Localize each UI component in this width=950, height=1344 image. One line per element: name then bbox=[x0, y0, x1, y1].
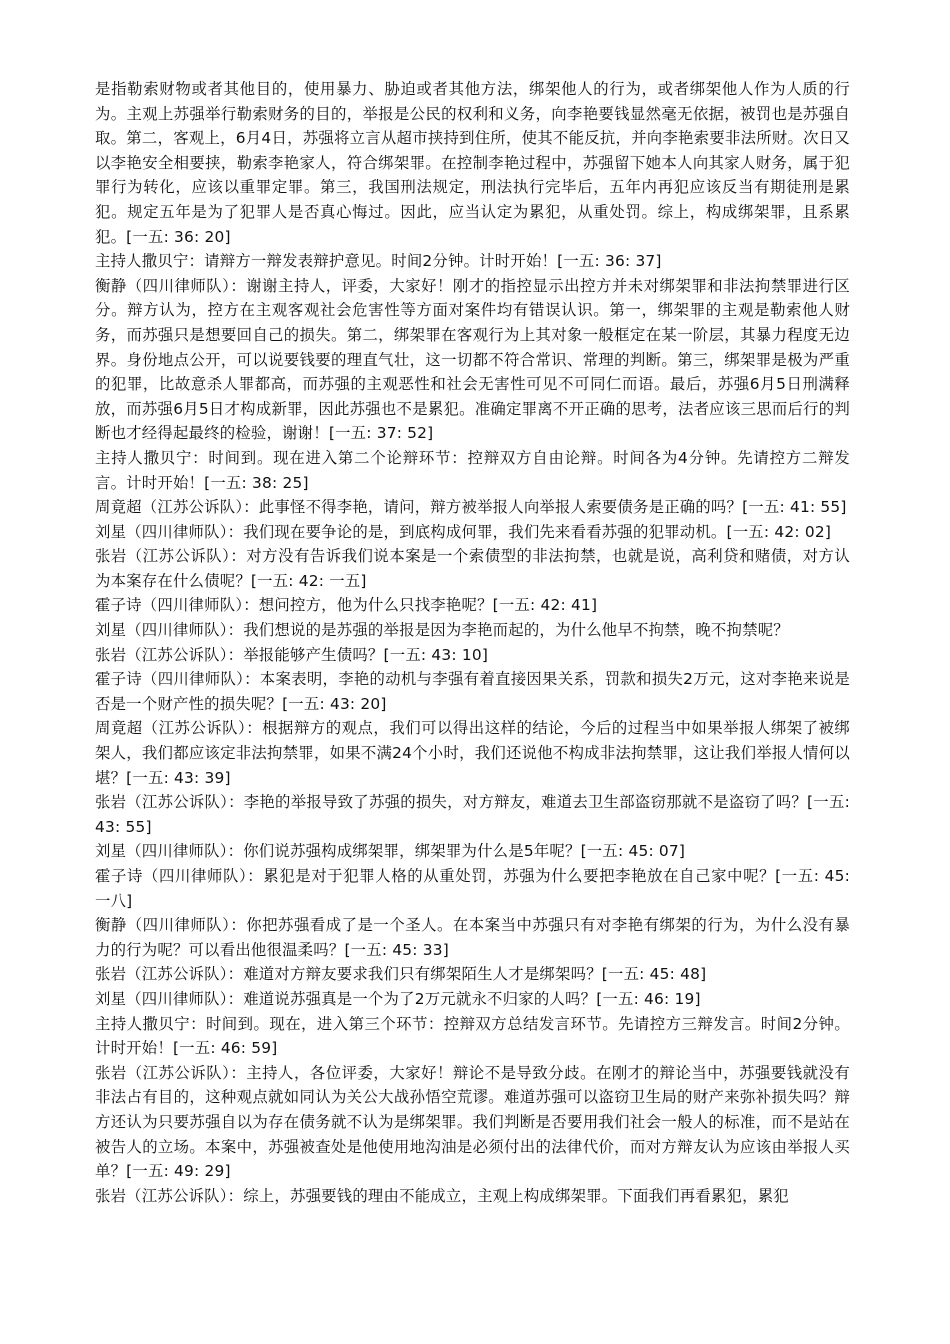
paragraph: 刘星（四川律师队）：我们想说的是苏强的举报是因为李艳而起的，为什么他早不拘禁，晚不拘禁呢？ bbox=[95, 621, 789, 640]
paragraph: 主持人撒贝宁：时间到。现在进入第二个论辩环节：控辩双方自由论辩。时间各为4分钟。先请控方二辩发言。计时开始！[一五: 38: 25] bbox=[95, 448, 850, 492]
paragraph: 主持人撒贝宁：时间到。现在，进入第三个环节：控辩双方总结发言环节。先请控方三辩发言。时间2分钟。计时开始！[一五: 46: 59] bbox=[95, 1014, 850, 1058]
paragraph: 刘星（四川律师队）：我们现在要争论的是，到底构成何罪，我们先来看看苏强的犯罪动机。[一五: 42: 02] bbox=[95, 522, 832, 541]
paragraph: 张岩（江苏公诉队）：李艳的举报导致了苏强的损失，对方辩友，难道去卫生部盗窃那就不是盗窃了吗？[一五: 43: 55] bbox=[95, 793, 850, 836]
paragraph: 霍子诗（四川律师队）：想问控方，他为什么只找李艳呢？[一五: 42: 41] bbox=[95, 596, 598, 615]
paragraph: 张岩（江苏公诉队）：难道对方辩友要求我们只有绑架陌生人才是绑架吗？[一五: 45: 48] bbox=[95, 965, 707, 984]
paragraph: 刘星（四川律师队）：难道说苏强真是一个为了2万元就永不归家的人吗？[一五: 46: 19] bbox=[95, 989, 701, 1008]
paragraph: 霍子诗（四川律师队）：本案表明，李艳的动机与李强有着直接因果关系，罚款和损失2万元，这对李艳来说是否是一个财产性的损失呢？[一五: 43: 20] bbox=[95, 670, 850, 713]
paragraph: 张岩（江苏公诉队）：主持人，各位评委，大家好！辩论不是导致分歧。在刚才的辩论当中，苏强要钱就没有非法占有目的，这种观点就如同认为关公大战孙悟空荒谬。难道苏强可以盗窃卫生局的财产来弥补损失吗？辩方还认为只要苏强自以为存在债务就不认为是绑架罪。我们判断是否要用我们社会一般人的标准，而不是站在被告人的立场。本案中，苏强被查处是他使用地沟油是必须付出的法律代价，而对方辩友认为应该由举报人买单？[一五: 49: 29] bbox=[95, 1063, 850, 1181]
paragraph: 是指勒索财物或者其他目的，使用暴力、胁迫或者其他方法，绑架他人的行为，或者绑架他人作为人质的行为。主观上苏强举行勒索财务的目的，举报是公民的权利和义务，向李艳要钱显然毫无依据，被罚也是苏强自取。第二，客观上，6月4日，苏强将立言从超市挟持到住所，使其不能反抗，并向李艳索要非法所财。次日又以李艳安全相要挟，勒索李艳家人，符合绑架罪。在控制李艳过程中，苏强留下她本人向其家人财务，属于犯罪行为转化，应该以重罪定罪。第三，我国刑法规定，刑法执行完毕后，五年内再犯应该反当有期徒刑是累犯。规定五年是为了犯罪人是否真心悔过。因此，应当认定为累犯，从重处罚。综上，构成绑架罪，且系累犯。[一五: 36: 20] bbox=[95, 80, 850, 246]
paragraph: 刘星（四川律师队）：你们说苏强构成绑架罪，绑架罪为什么是5年呢？[一五: 45: 07] bbox=[95, 842, 686, 861]
paragraph: 张岩（江苏公诉队）：举报能够产生债吗？[一五: 43: 10] bbox=[95, 645, 489, 664]
paragraph: 张岩（江苏公诉队）：对方没有告诉我们说本案是一个索债型的非法拘禁，也就是说，高利贷和赌债，对方认为本案存在什么债呢？[一五: 42: 一五] bbox=[95, 547, 850, 590]
paragraph: 周竟超（江苏公诉队）：此事怪不得李艳，请问，辩方被举报人向举报人索要债务是正确的吗？[一五: 41: 55] bbox=[95, 498, 847, 517]
paragraph: 霍子诗（四川律师队）：累犯是对于犯罪人格的从重处罚，苏强为什么要把李艳放在自己家中呢？[一五: 45: 一八] bbox=[95, 867, 850, 910]
paragraph: 衡静（四川律师队）：你把苏强看成了是一个圣人。在本案当中苏强只有对李艳有绑架的行为，为什么没有暴力的行为呢？可以看出他很温柔吗？[一五: 45: 33] bbox=[95, 916, 850, 959]
paragraph: 主持人撒贝宁：请辩方一辩发表辩护意见。时间2分钟。计时开始！[一五: 36: 37] bbox=[95, 252, 662, 271]
paragraph: 张岩（江苏公诉队）：综上，苏强要钱的理由不能成立，主观上构成绑架罪。下面我们再看累犯，累犯 bbox=[95, 1186, 789, 1205]
paragraph: 周竟超（江苏公诉队）：根据辩方的观点，我们可以得出这样的结论，今后的过程当中如果举报人绑架了被绑架人，我们都应该定非法拘禁罪，如果不满24个小时，我们还说他不构成非法拘禁罪，这让我们举报人情何以堪？[一五: 43: 39] bbox=[95, 719, 850, 787]
paragraph: 衡静（四川律师队）：谢谢主持人，评委，大家好！刚才的指控显示出控方并未对绑架罪和非法拘禁罪进行区分。辩方认为，控方在主观客观社会危害性等方面对案件均有错误认识。第一，绑架罪的主观是勒索他人财务，而苏强只是想要回自己的损失。第二，绑架罪在客观行为上其对象一般框定在某一阶层，其暴力程度无边界。身份地点公开，可以说要钱要的理直气壮，这一切都不符合常识、常理的判断。第三，绑架罪是极为严重的犯罪，比故意杀人罪都高，而苏强的主观恶性和社会无害性可见不可同仁而语。最后，苏强6月5日刑满释放，而苏强6月5日才构成新罪，因此苏强也不是累犯。准确定罪离不开正确的思考，法者应该三思而后行的判断也才经得起最终的检验，谢谢！[一五: 37: 52] bbox=[95, 276, 850, 443]
document-page bbox=[95, 77, 850, 1208]
